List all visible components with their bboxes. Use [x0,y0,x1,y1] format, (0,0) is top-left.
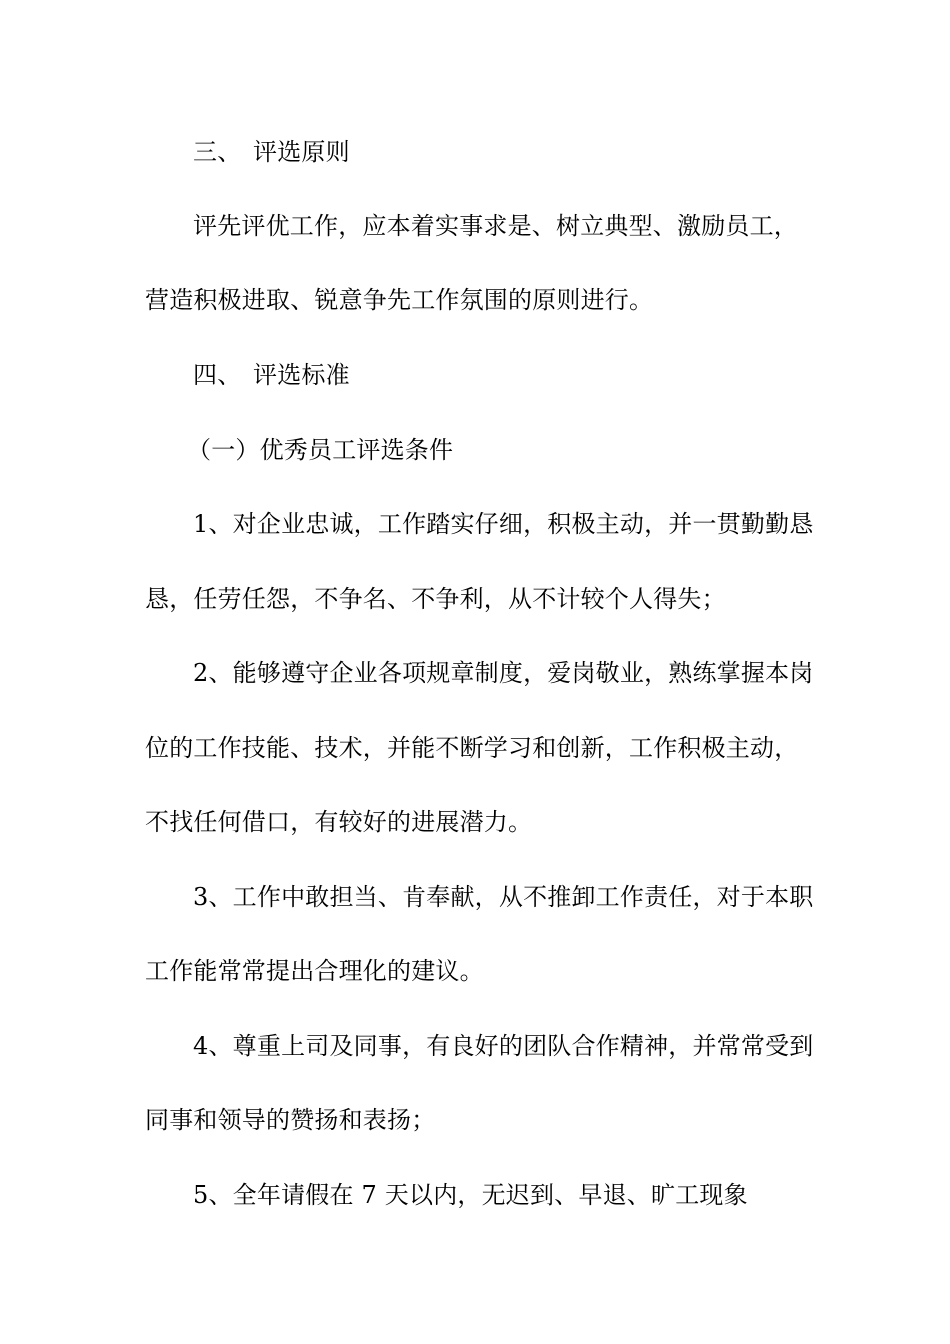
list-item-line: 位的工作技能、技术，并能不断学习和创新，工作积极主动， [145,734,799,762]
list-item-line: 1、对企业忠诚，工作踏实仔细，积极主动，并一贯勤勤恳 [193,510,814,538]
list-item-line: 5、全年请假在 7 天以内，无迟到、早退、旷工现象 [193,1181,748,1209]
section-title-4: 评选标准 [253,361,350,389]
paragraph-line: 评先评优工作，应本着实事求是、树立典型、激励员工， [193,212,798,240]
list-item-line: 同事和领导的赞扬和表扬； [145,1106,436,1134]
subsection-heading: （一）优秀员工评选条件 [187,436,454,464]
section-number-4: 四、 [193,361,242,389]
list-item-line: 不找任何借口，有较好的进展潜力。 [145,808,533,836]
list-item-line: 4、尊重上司及同事，有良好的团队合作精神，并常常受到 [193,1032,814,1060]
section-heading-3 [193,137,863,167]
list-item-line: 工作能常常提出合理化的建议。 [145,957,484,985]
list-item-line: 3、工作中敢担当、肯奉献，从不推卸工作责任，对于本职 [193,883,814,911]
section-heading-4 [193,360,863,390]
list-item-line: 2、能够遵守企业各项规章制度，爱岗敬业，熟练掌握本岗 [193,659,814,687]
section-title-3: 评选原则 [253,138,350,166]
list-item-line: 恳，任劳任怨，不争名、不争利，从不计较个人得失； [145,585,726,613]
paragraph-line: 营造积极进取、锐意争先工作氛围的原则进行。 [145,286,654,314]
section-number-3: 三、 [193,138,242,166]
